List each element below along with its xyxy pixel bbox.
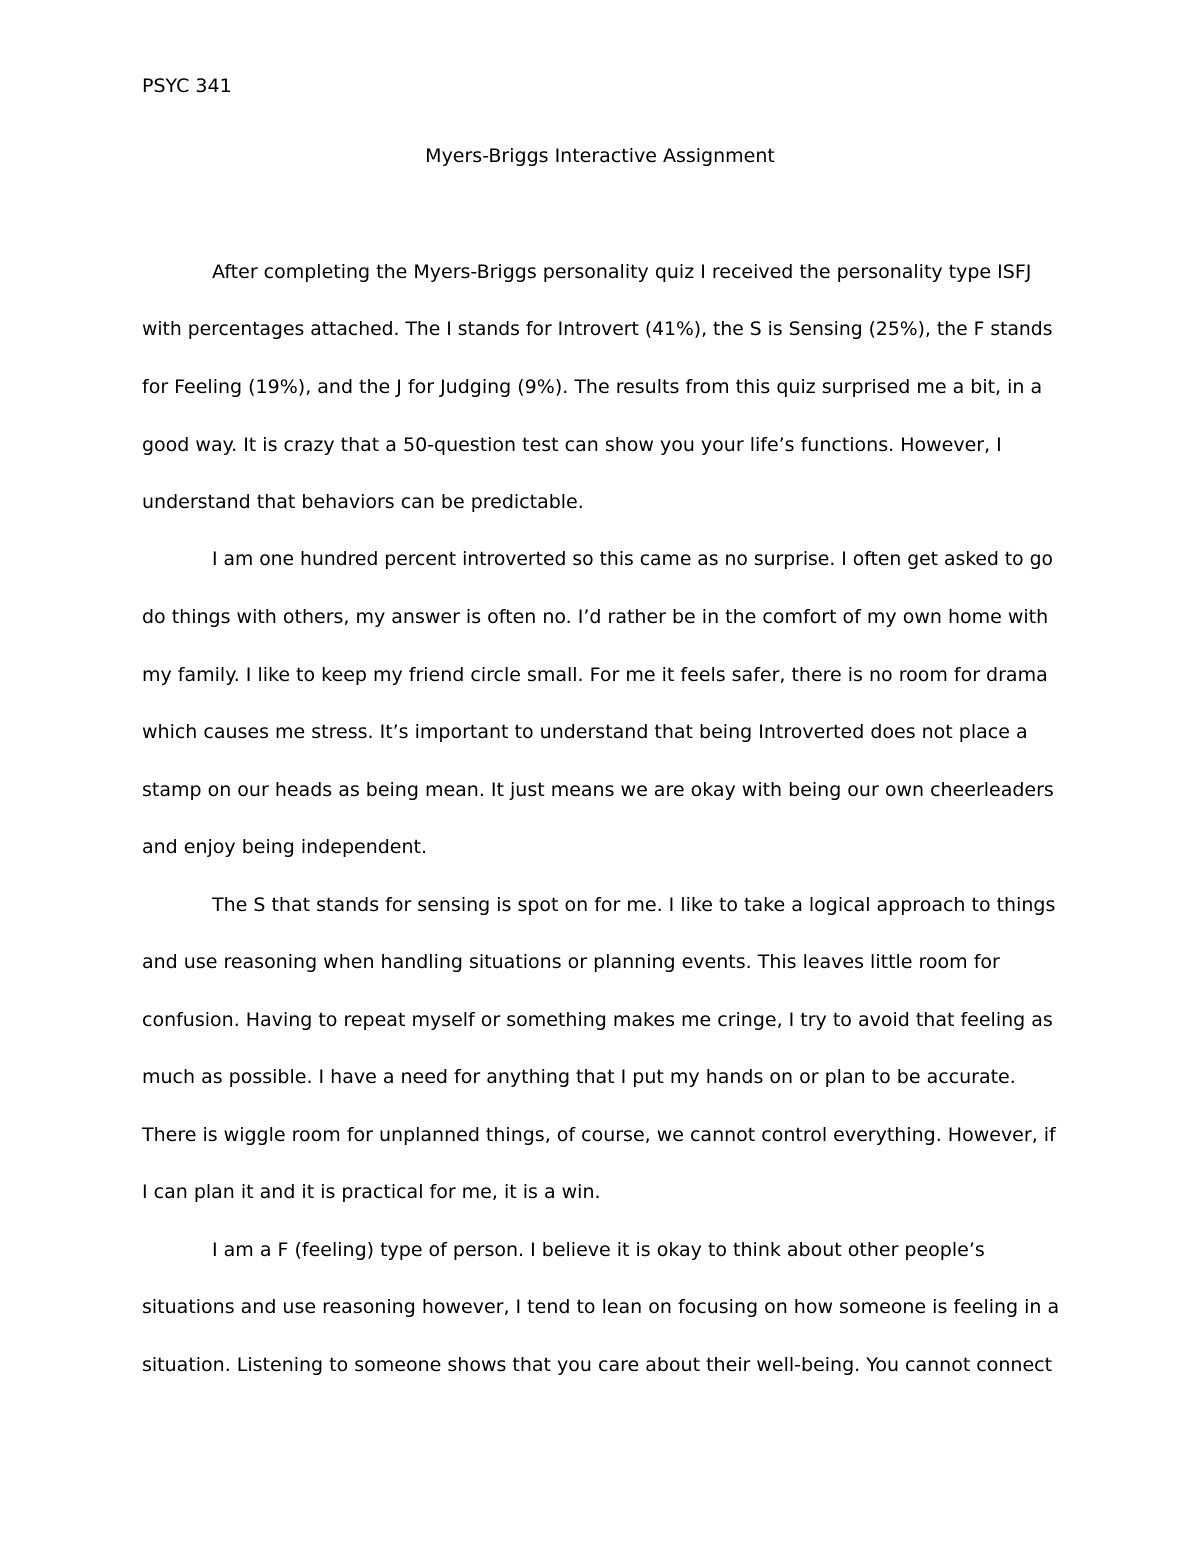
document-title: Myers-Briggs Interactive Assignment [425, 145, 775, 167]
paragraph-2-line-6: and enjoy being independent. [142, 836, 428, 858]
paragraph-1-line-1: After completing the Myers-Briggs personality quiz I received the personality type ISFJ [212, 261, 1032, 283]
paragraph-1-line-2: with percentages attached. The I stands for Introvert (41%), the S is Sensing (25%), the F stands [142, 319, 1053, 340]
paragraph-3-line-3: confusion. Having to repeat myself or something makes me cringe, I try to avoid that feeling as [142, 1009, 1053, 1031]
paragraph-3-line-1: The S that stands for sensing is spot on for me. I like to take a logical approach to things [212, 894, 1056, 916]
paragraph-1-line-4: good way. It is crazy that a 50-question test can show you your life’s functions. However, I [142, 434, 1002, 456]
paragraph-3-line-5: There is wiggle room for unplanned things, of course, we cannot control everything. However, if [142, 1124, 1056, 1146]
paragraph-3-line-6: I can plan it and it is practical for me, it is a win. [142, 1181, 601, 1203]
paragraph-4-line-1: I am a F (feeling) type of person. I believe it is okay to think about other people’s [212, 1239, 985, 1261]
paragraph-1-line-5: understand that behaviors can be predictable. [142, 491, 584, 513]
paragraph-1-line-3: for Feeling (19%), and the J for Judging (9%). The results from this quiz surprised me a bit, in a [142, 376, 1043, 398]
paragraph-2-line-1: I am one hundred percent introverted so this came as no surprise. I often get asked to go [212, 549, 1053, 570]
paragraph-4-line-2: situations and use reasoning however, I tend to lean on focusing on how someone is feeling in a [142, 1296, 1060, 1318]
paragraph-4-line-3: situation. Listening to someone shows that you care about their well-being. You cannot connect [142, 1354, 1053, 1376]
paragraph-3-line-2: and use reasoning when handling situations or planning events. This leaves little room for [142, 951, 1000, 973]
paragraph-2-line-3: my family. I like to keep my friend circle small. For me it feels safer, there is no room for drama [142, 664, 1048, 686]
paragraph-3-line-4: much as possible. I have a need for anything that I put my hands on or plan to be accurate. [142, 1066, 1016, 1088]
page-header: PSYC 341 [142, 75, 232, 97]
paragraph-2-line-5: stamp on our heads as being mean. It just means we are okay with being our own cheerleaders [142, 779, 1054, 801]
paragraph-2-line-4: which causes me stress. It’s important to understand that being Introverted does not place a [142, 721, 1028, 743]
paragraph-2-line-2: do things with others, my answer is often no. I’d rather be in the comfort of my own home with [142, 606, 1049, 628]
